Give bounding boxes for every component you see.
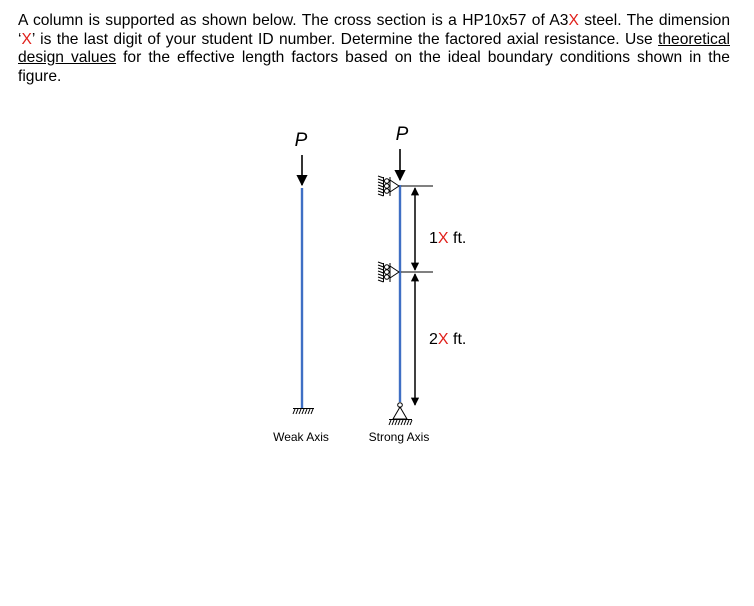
caption-strong-axis: Strong Axis <box>368 430 430 444</box>
roller-support-top-icon <box>378 176 399 196</box>
dimension-lower-label: 2X ft. <box>429 331 467 348</box>
roller-support-middle-icon <box>378 262 399 282</box>
variable-x: X <box>568 12 579 29</box>
variable-x-quoted: X <box>21 30 32 48</box>
load-label-right: P <box>395 124 409 145</box>
pin-support-icon <box>389 403 412 425</box>
load-label-left: P <box>294 130 308 151</box>
caption-weak-axis: Weak Axis <box>273 430 329 444</box>
problem-text-4: for the effective length factors based on the ideal boundary conditions shown in the figure. <box>18 49 730 85</box>
dimension-upper-label: 1X ft. <box>429 230 467 247</box>
problem-text-1: A column is supported as shown below. The cross section is a HP10x57 of A3 <box>18 12 569 29</box>
dimension-ticks <box>401 186 433 272</box>
fixed-support-icon <box>293 409 314 415</box>
problem-text-3: ’ is the last digit of your student ID number. Determine the factored axial resistance. Use <box>31 30 659 48</box>
problem-text-2: steel. The dimension ‘ <box>18 12 730 48</box>
underlined-phrase: theoretical design values <box>18 30 730 67</box>
